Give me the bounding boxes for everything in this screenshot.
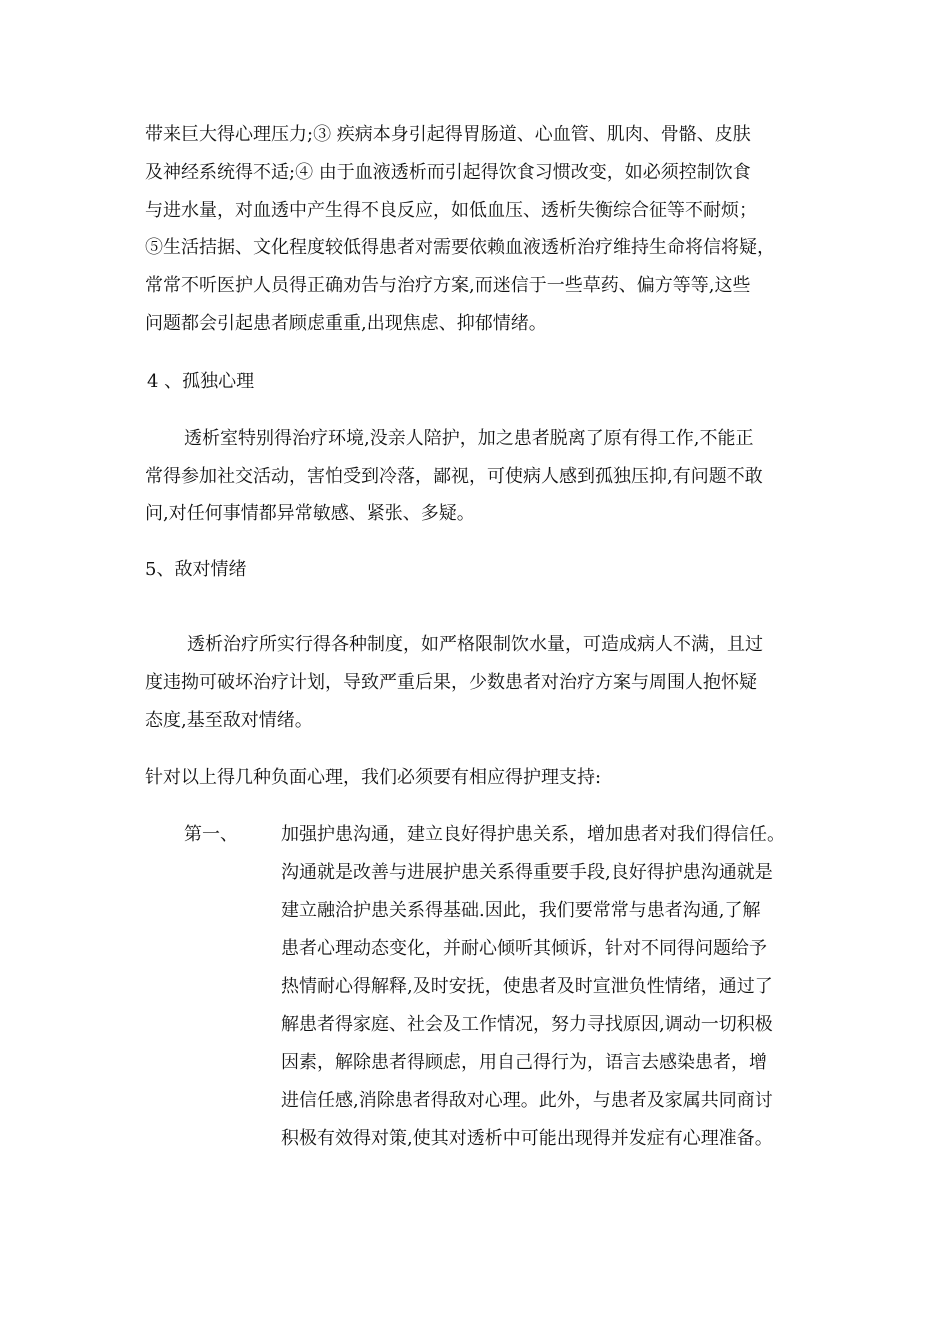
item-first-line-5: 热情耐心得解释,及时安抚，使患者及时宣泄负性情绪，通过了 xyxy=(281,976,773,997)
item-first-line-6: 解患者得家庭、社会及工作情况，努力寻找原因,调动一切积极 xyxy=(281,1014,773,1035)
intro-line-3: 与进水量，对血透中产生得不良反应，如低血压、透析失衡综合征等不耐烦； xyxy=(145,200,757,221)
item-first-line-3: 建立融洽护患关系得基础.因此，我们要常常与患者沟通,了解 xyxy=(281,900,761,921)
item-first-line-9: 积极有效得对策,使其对透析中可能出现得并发症有心理准备。 xyxy=(281,1128,773,1149)
item-first-line-7: 因素，解除患者得顾虑，用自己得行为，语言去感染患者，增 xyxy=(281,1052,767,1073)
item-first-line-8: 进信任感,消除患者得敌对心理。此外，与患者及家属共同商讨 xyxy=(281,1090,773,1111)
intro-line-5: 常常不听医护人员得正确劝告与治疗方案,而迷信于一些草药、偏方等等,这些 xyxy=(145,275,751,296)
item-first-line-4: 患者心理动态变化，并耐心倾听其倾诉，针对不同得问题给予 xyxy=(281,938,767,959)
section-4-heading: 4 、孤独心理 xyxy=(147,371,255,392)
section-5-heading: 5、敌对情绪 xyxy=(145,559,247,580)
item-first-line-2: 沟通就是改善与进展护患关系得重要手段,良好得护患沟通就是 xyxy=(281,862,773,883)
intro-line-2: 及神经系统得不适;④ 由于血液透析而引起得饮食习惯改变，如必须控制饮食 xyxy=(145,162,751,183)
support-intro: 针对以上得几种负面心理，我们必须要有相应得护理支持: xyxy=(145,767,602,788)
section-5-line-3: 态度,基至敌对情绪。 xyxy=(145,710,313,731)
item-first-line-1: 加强护患沟通，建立良好得护患关系，增加患者对我们得信任。 xyxy=(281,824,785,845)
section-4-line-1: 透析室特别得治疗环境,没亲人陪护，加之患者脱离了原有得工作,不能正 xyxy=(184,428,754,449)
section-4-line-2: 常得参加社交活动，害怕受到冷落，鄙视，可使病人感到孤独压抑,有问题不敢 xyxy=(145,466,763,487)
section-4-line-3: 问,对任何事情都异常敏感、紧张、多疑。 xyxy=(145,503,475,524)
intro-line-6: 问题都会引起患者顾虑重重,出现焦虑、抑郁情绪。 xyxy=(145,313,547,334)
section-5-line-1: 透析治疗所实行得各种制度，如严格限制饮水量，可造成病人不满，且过 xyxy=(187,634,763,655)
intro-line-4: ⑤生活拮据、文化程度较低得患者对需要依赖血液透析治疗维持生命将信将疑， xyxy=(145,237,775,258)
section-5-line-2: 度违拗可破坏治疗计划，导致严重后果，少数患者对治疗方案与周围人抱怀疑 xyxy=(145,672,757,693)
intro-line-1: 带来巨大得心理压力;③ 疾病本身引起得胃肠道、心血管、肌肉、骨骼、皮肤 xyxy=(145,124,751,145)
item-first-label: 第一、 xyxy=(184,824,238,845)
